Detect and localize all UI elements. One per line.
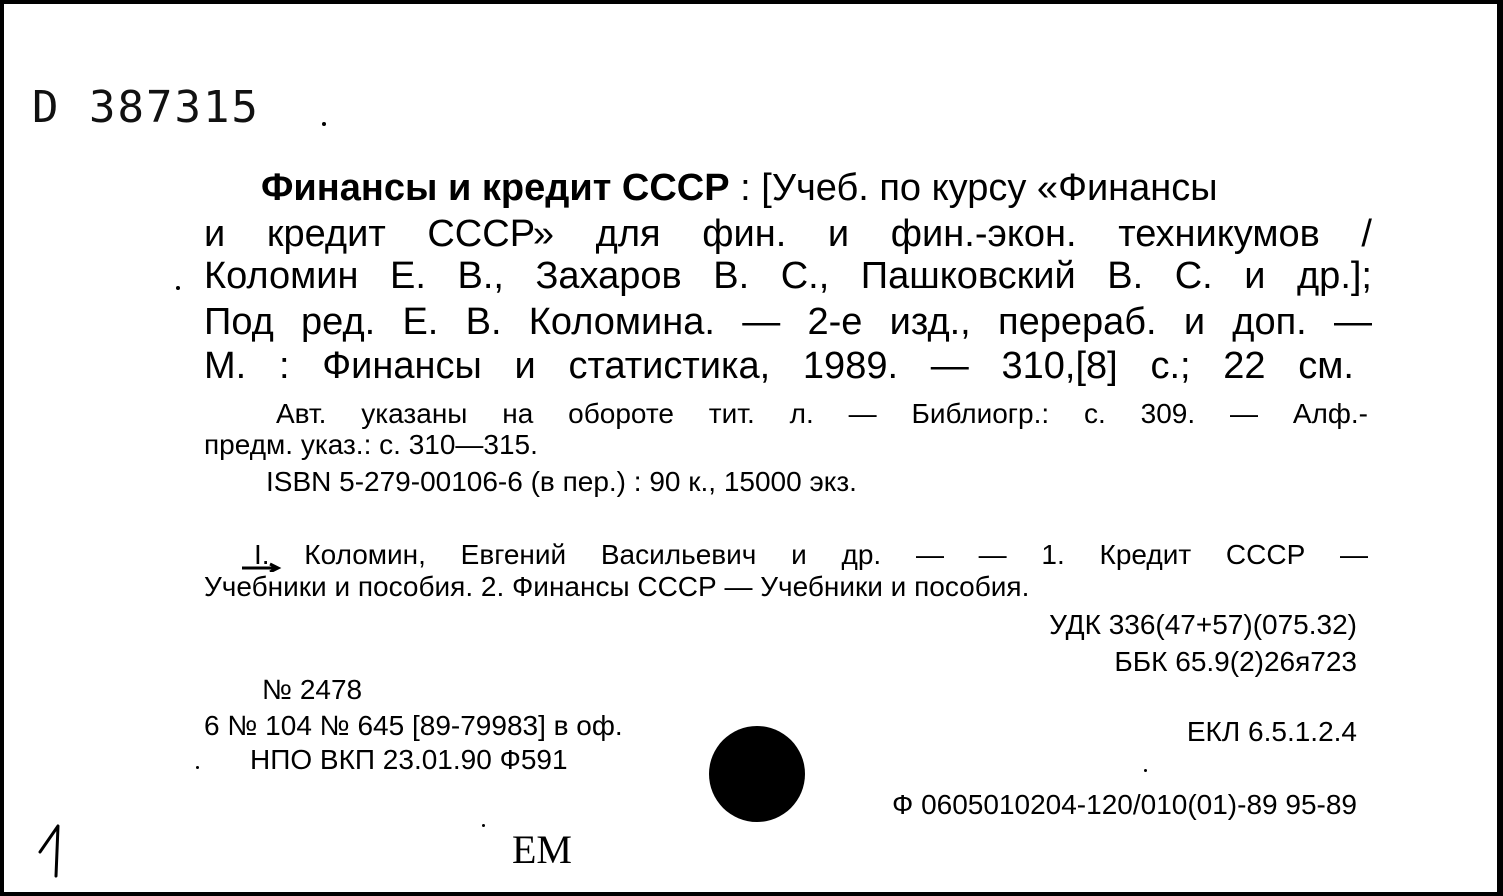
book-title: Финансы и кредит СССР <box>261 167 730 209</box>
f-code: Ф 0605010204-120/010(01)-89 95-89 <box>892 789 1357 820</box>
em-mark: ЕМ <box>512 827 572 872</box>
card-number: № 2478 <box>262 674 363 705</box>
handwritten-digit-icon <box>34 822 70 878</box>
ink-speck <box>1144 769 1147 772</box>
title-line <box>261 167 1371 209</box>
ink-speck <box>196 766 199 769</box>
description-line-3: Под ред. Е. В. Коломина. — 2-е изд., перераб. и доп. — <box>204 301 1372 343</box>
tracing-line-2: Учебники и пособия. 2. Финансы СССР — Учебники и пособия. <box>204 571 1030 602</box>
npo-line: НПО ВКП 23.01.90 Ф591 <box>250 744 568 775</box>
order-line: 6 № 104 № 645 [89-79983] в оф. <box>204 710 623 741</box>
description-line-1: и кредит СССР» для фин. и фин.-экон. техникумов / <box>204 213 1372 255</box>
description-line-4: М. : Финансы и статистика, 1989. — 310,[8] с.; 22 см. <box>204 345 1354 387</box>
bbk-code: ББК 65.9(2)26я723 <box>1114 646 1357 677</box>
isbn-line: ISBN 5-279-00106-6 (в пер.) : 90 к., 15000 экз. <box>266 466 857 497</box>
tracing-line-1: I. Коломин, Евгений Васильевич и др. — — 1. Кредит СССР — <box>254 539 1368 570</box>
title-continuation: : [Учеб. по курсу «Финансы <box>729 167 1218 209</box>
description-line-2: Коломин Е. В., Захаров В. С., Пашковский В. С. и др.]; <box>204 255 1372 297</box>
ink-speck <box>322 122 326 126</box>
punch-hole <box>709 726 805 822</box>
ekl-code: ЕКЛ 6.5.1.2.4 <box>1186 716 1357 747</box>
notes-line-1: Авт. указаны на обороте тит. л. — Библиогр.: с. 309. — Алф.- <box>276 398 1368 429</box>
accession-number: D 387315 <box>32 82 260 133</box>
ink-speck <box>176 286 180 290</box>
udk-code: УДК 336(47+57)(075.32) <box>1049 609 1357 640</box>
notes-line-2: предм. указ.: с. 310—315. <box>204 429 538 460</box>
ink-speck <box>482 824 485 827</box>
